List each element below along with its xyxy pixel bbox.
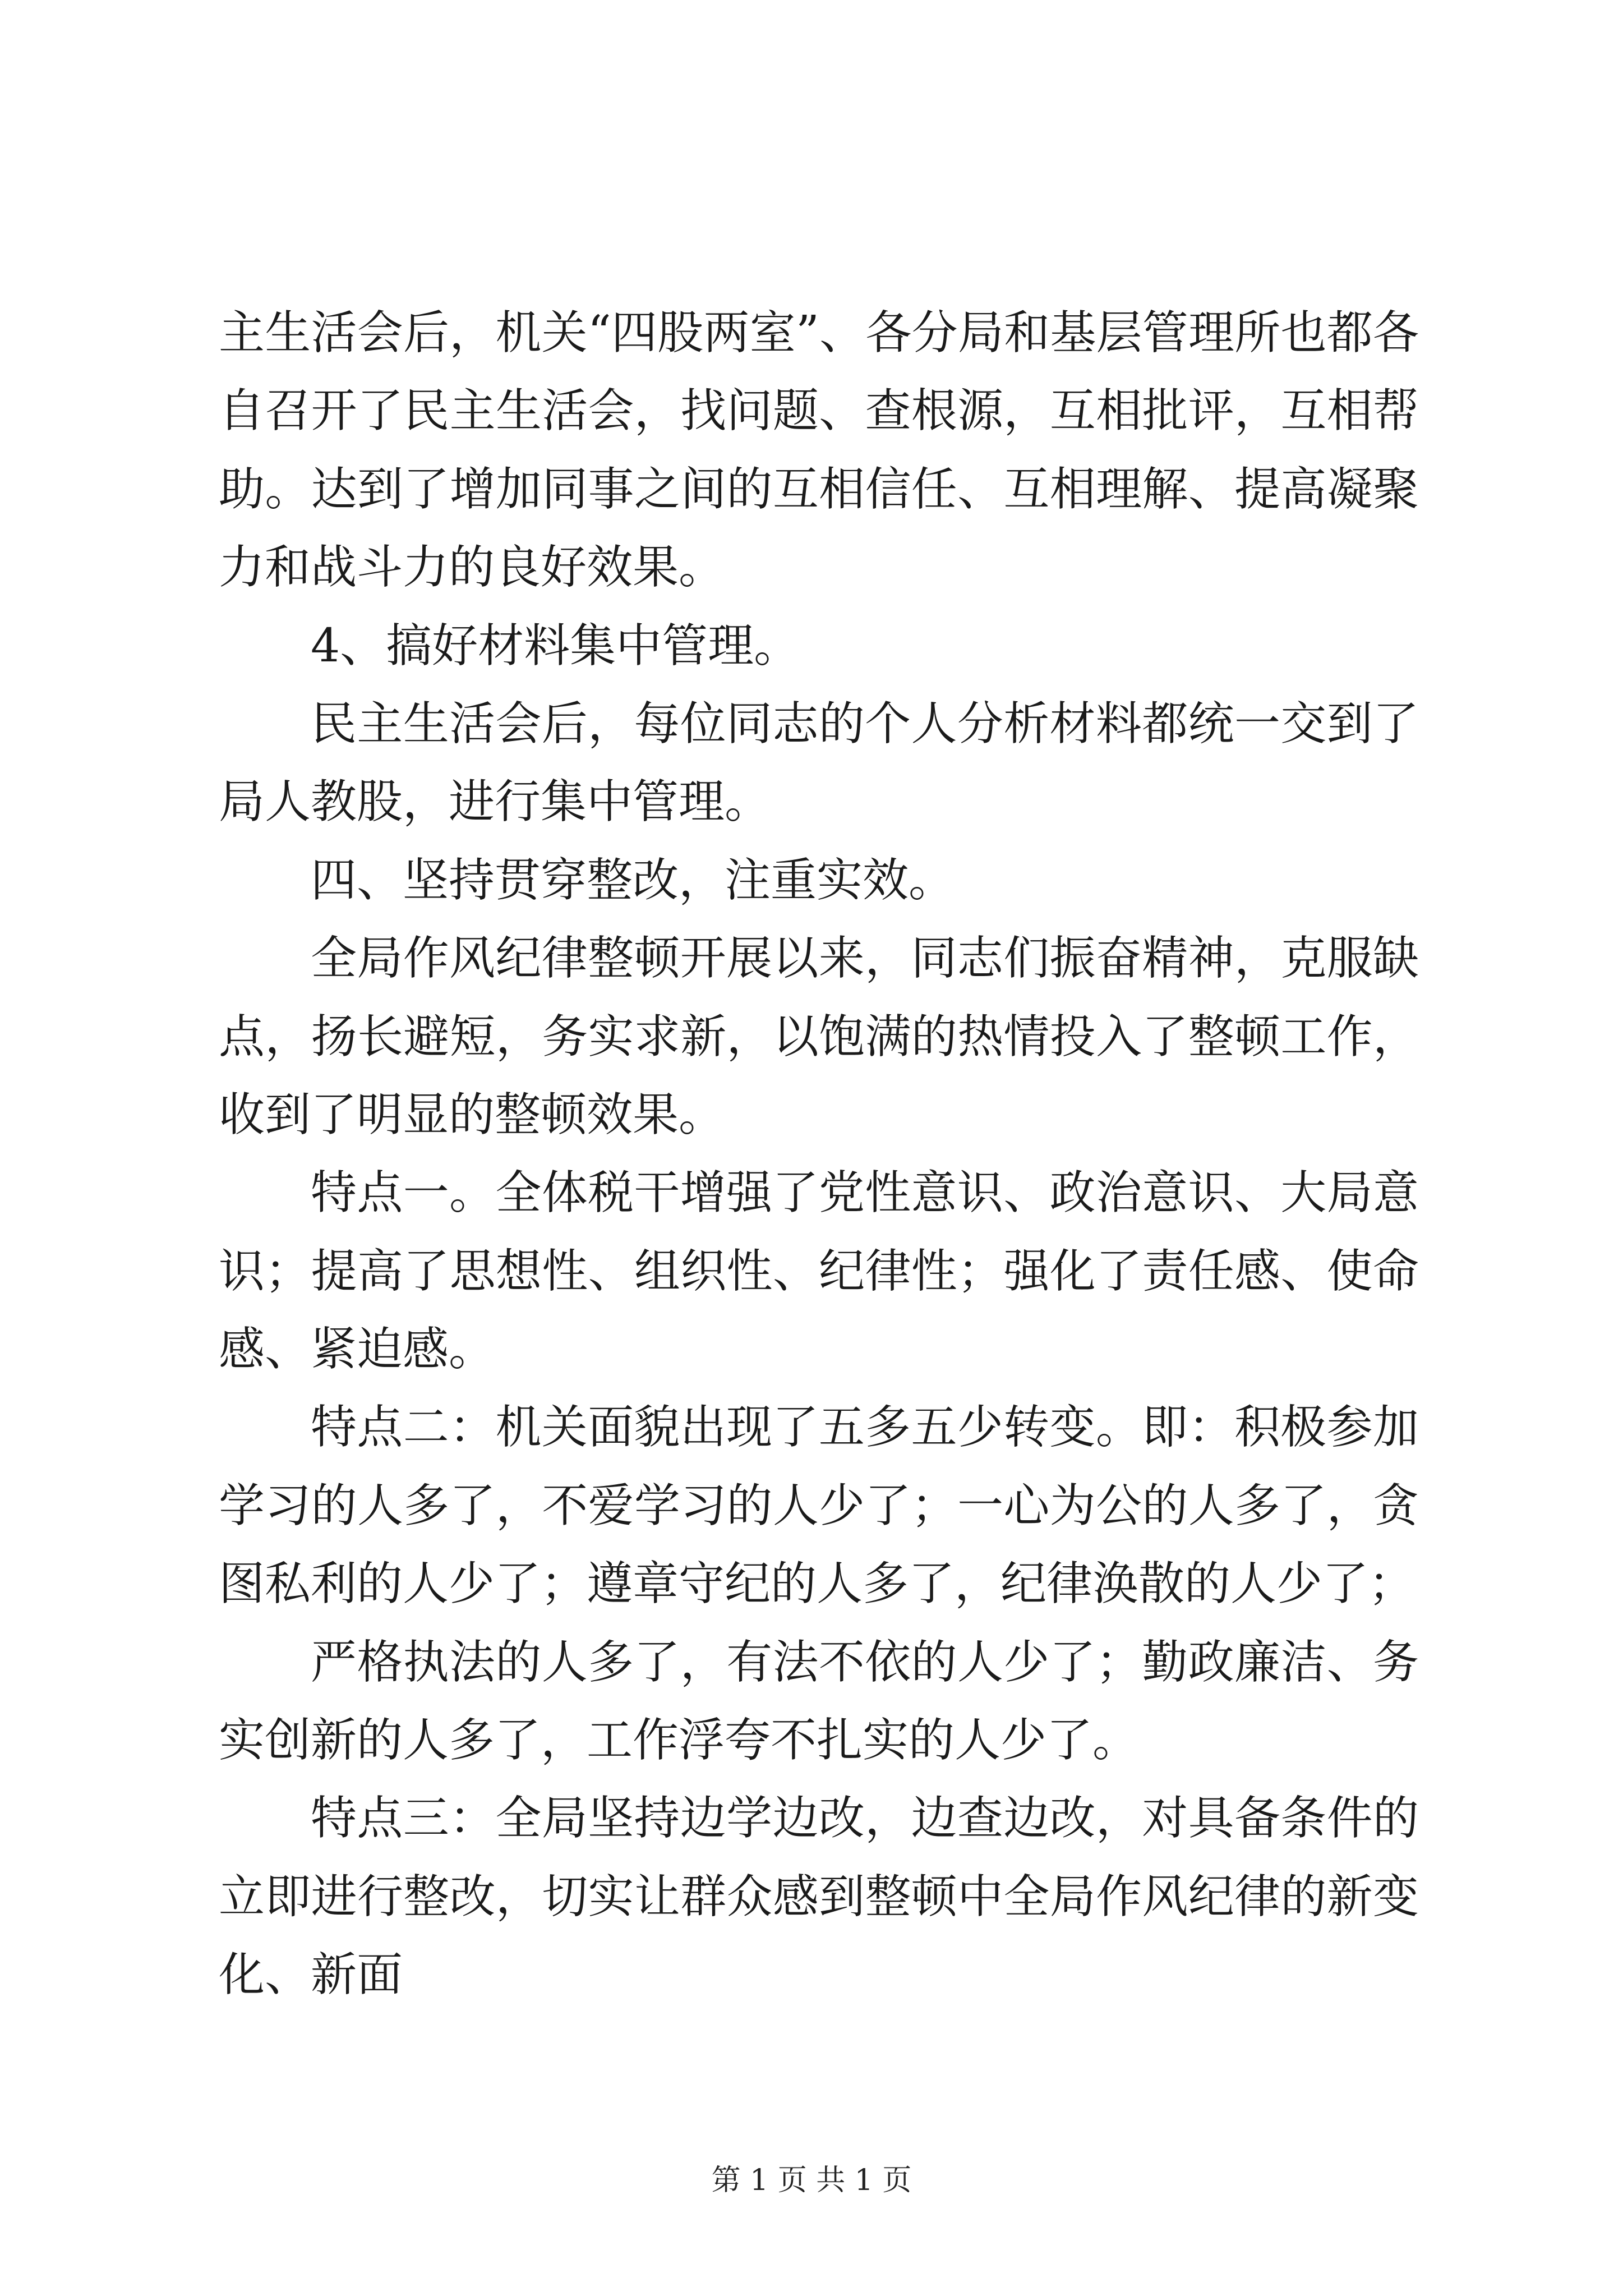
document-body — [219, 294, 1419, 2014]
paragraph: 严格执法的人多了，有法不依的人少了；勤政廉洁、务实创新的人多了，工作浮夸不扎实的人少了。 — [219, 1635, 1419, 1768]
paragraph-feature-2: 特点二：机关面貌出现了五多五少转变。即：积极参加学习的人多了，不爱学习的人少了；一心为公的人多了，贪图私利的人少了；遵章守纪的人多了，纪律涣散的人少了； — [219, 1401, 1419, 1611]
section-heading-4: 四、坚持贯穿整改，注重实效。 — [311, 853, 955, 907]
paragraph: 民主生活会后，每位同志的个人分析材料都统一交到了局人教股，进行集中管理。 — [219, 697, 1419, 829]
page-footer: 第 1 页 共 1 页 — [711, 2164, 912, 2197]
paragraph: 全局作风纪律整顿开展以来，同志们振奋精神，克服缺点，扬长避短，务实求新，以饱满的热情投入了整顿工作，收到了明显的整顿效果。 — [219, 932, 1419, 1142]
paragraph-feature-1: 特点一。全体税干增强了党性意识、政治意识、大局意识；提高了思想性、组织性、纪律性；强化了责任感、使命感、紧迫感。 — [219, 1166, 1419, 1377]
paragraph-continued: 主生活会后，机关“四股两室”、各分局和基层管理所也都各自召开了民主生活会，找问题、查根源，互相批评，互相帮助。达到了增加同事之间的互相信任、互相理解、提高凝聚力和战斗力的良好效果。 — [219, 306, 1419, 595]
paragraph-heading-4: 4、搞好材料集中管理。 — [311, 619, 800, 673]
paragraph-feature-3: 特点三：全局坚持边学边改，边查边改，对具备条件的立即进行整改，切实让群众感到整顿中全局作风纪律的新变化、新面 — [219, 1792, 1419, 2002]
